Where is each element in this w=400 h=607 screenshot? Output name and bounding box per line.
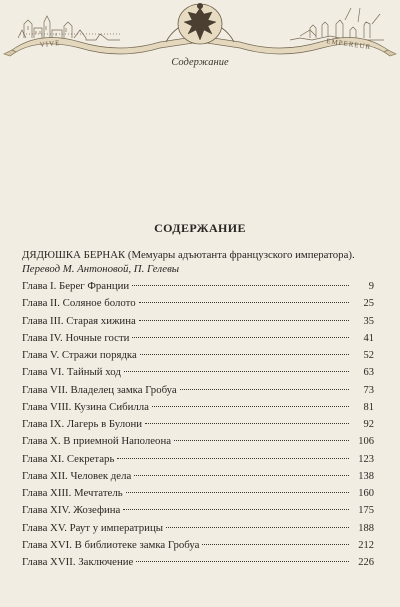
- chapter-title: Глава IV. Ночные гости: [22, 331, 130, 344]
- toc-entry[interactable]: [22, 315, 374, 332]
- book-subtitle: (Мемуары адъютанта французского императора).: [127, 249, 355, 261]
- toc-entry[interactable]: [22, 366, 374, 383]
- soldiers-illustration: [290, 8, 384, 40]
- chapter-title: Глава VIII. Кузина Сибилла: [22, 400, 149, 413]
- chapter-title: Глава XIV. Жозефина: [22, 504, 121, 517]
- page-number: 175: [358, 505, 374, 517]
- page-number: 41: [363, 332, 374, 344]
- dot-leader: [126, 492, 349, 493]
- dot-leader: [202, 544, 349, 545]
- page-number: 25: [363, 298, 374, 310]
- eagle-emblem-icon: [166, 3, 234, 44]
- dot-leader: [152, 406, 349, 407]
- dot-leader: [132, 337, 349, 338]
- chapter-title: Глава I. Берег Франции: [22, 280, 130, 292]
- page-number: 92: [363, 419, 374, 430]
- chapter-title: Глава VI. Тайный ход: [22, 366, 121, 379]
- dot-leader: [180, 389, 349, 390]
- banner-text-left: VIVE: [39, 38, 61, 49]
- running-head: Содержание: [171, 57, 229, 68]
- book-title-block: [22, 248, 377, 276]
- toc-heading: СОДЕРЖАНИЕ: [154, 221, 246, 235]
- toc-entry[interactable]: [22, 384, 374, 401]
- toc-entries: [22, 280, 374, 573]
- page-number: 81: [363, 401, 374, 413]
- toc-entry[interactable]: [22, 522, 374, 539]
- chapter-title: Глава IX. Лагерь в Булони: [22, 418, 143, 430]
- chapter-title: Глава XII. Человек дела: [22, 469, 132, 482]
- dot-leader: [136, 561, 349, 562]
- page-number: 160: [358, 488, 374, 499]
- page-number: 9: [368, 281, 374, 292]
- page-number: 212: [358, 539, 374, 551]
- town-illustration: [18, 16, 120, 40]
- dot-leader: [166, 527, 349, 528]
- chapter-title: Глава XVI. В библиотеке замка Гробуа: [22, 538, 200, 551]
- toc-entry[interactable]: [22, 280, 374, 297]
- dot-leader: [134, 475, 349, 476]
- page-number: 52: [363, 350, 374, 361]
- chapter-title: Глава V. Стражи порядка: [22, 349, 137, 361]
- chapter-title: Глава II. Соляное болото: [22, 297, 136, 310]
- toc-entry[interactable]: [22, 487, 374, 504]
- chapter-title: Глава X. В приемной Наполеона: [22, 435, 172, 448]
- toc-entry[interactable]: [22, 349, 374, 366]
- toc-entry[interactable]: [22, 504, 374, 521]
- chapter-title: Глава XVII. Заключение: [22, 556, 134, 568]
- banner-text-right: EMPEREUR: [325, 37, 372, 52]
- toc-entry[interactable]: [22, 418, 374, 435]
- dot-leader: [139, 320, 349, 321]
- dot-leader: [123, 509, 349, 510]
- toc-entry[interactable]: [22, 556, 374, 573]
- toc-entry[interactable]: [22, 453, 374, 470]
- page-number: 63: [363, 367, 374, 379]
- toc-entry[interactable]: [22, 332, 374, 349]
- dot-leader: [139, 302, 349, 303]
- dot-leader: [132, 285, 349, 286]
- toc-entry[interactable]: [22, 297, 374, 314]
- book-title: ДЯДЮШКА БЕРНАК: [22, 249, 126, 261]
- dot-leader: [145, 423, 349, 424]
- chapter-title: Глава III. Старая хижина: [22, 314, 136, 327]
- page-number: 138: [358, 470, 374, 482]
- translator-credit: Перевод М. Антоновой, П. Гелевы: [22, 263, 180, 275]
- page-number: 35: [363, 315, 374, 327]
- toc-entry[interactable]: [22, 401, 374, 418]
- chapter-title: Глава XI. Секретарь: [22, 452, 115, 465]
- toc-entry[interactable]: [22, 470, 374, 487]
- chapter-title: Глава VII. Владелец замка Гробуа: [22, 383, 177, 396]
- dot-leader: [117, 458, 349, 459]
- page-number: 226: [358, 557, 374, 568]
- dot-leader: [140, 354, 349, 355]
- chapter-title: Глава XV. Раут у императрицы: [22, 521, 163, 534]
- dot-leader: [124, 371, 349, 372]
- page-number: 123: [358, 453, 374, 465]
- chapter-title: Глава XIII. Мечтатель: [22, 487, 123, 499]
- page-number: 73: [363, 384, 374, 396]
- page-number: 188: [358, 522, 374, 534]
- page-number: 106: [358, 436, 374, 448]
- dot-leader: [174, 440, 349, 441]
- toc-entry[interactable]: [22, 539, 374, 556]
- toc-entry[interactable]: [22, 435, 374, 452]
